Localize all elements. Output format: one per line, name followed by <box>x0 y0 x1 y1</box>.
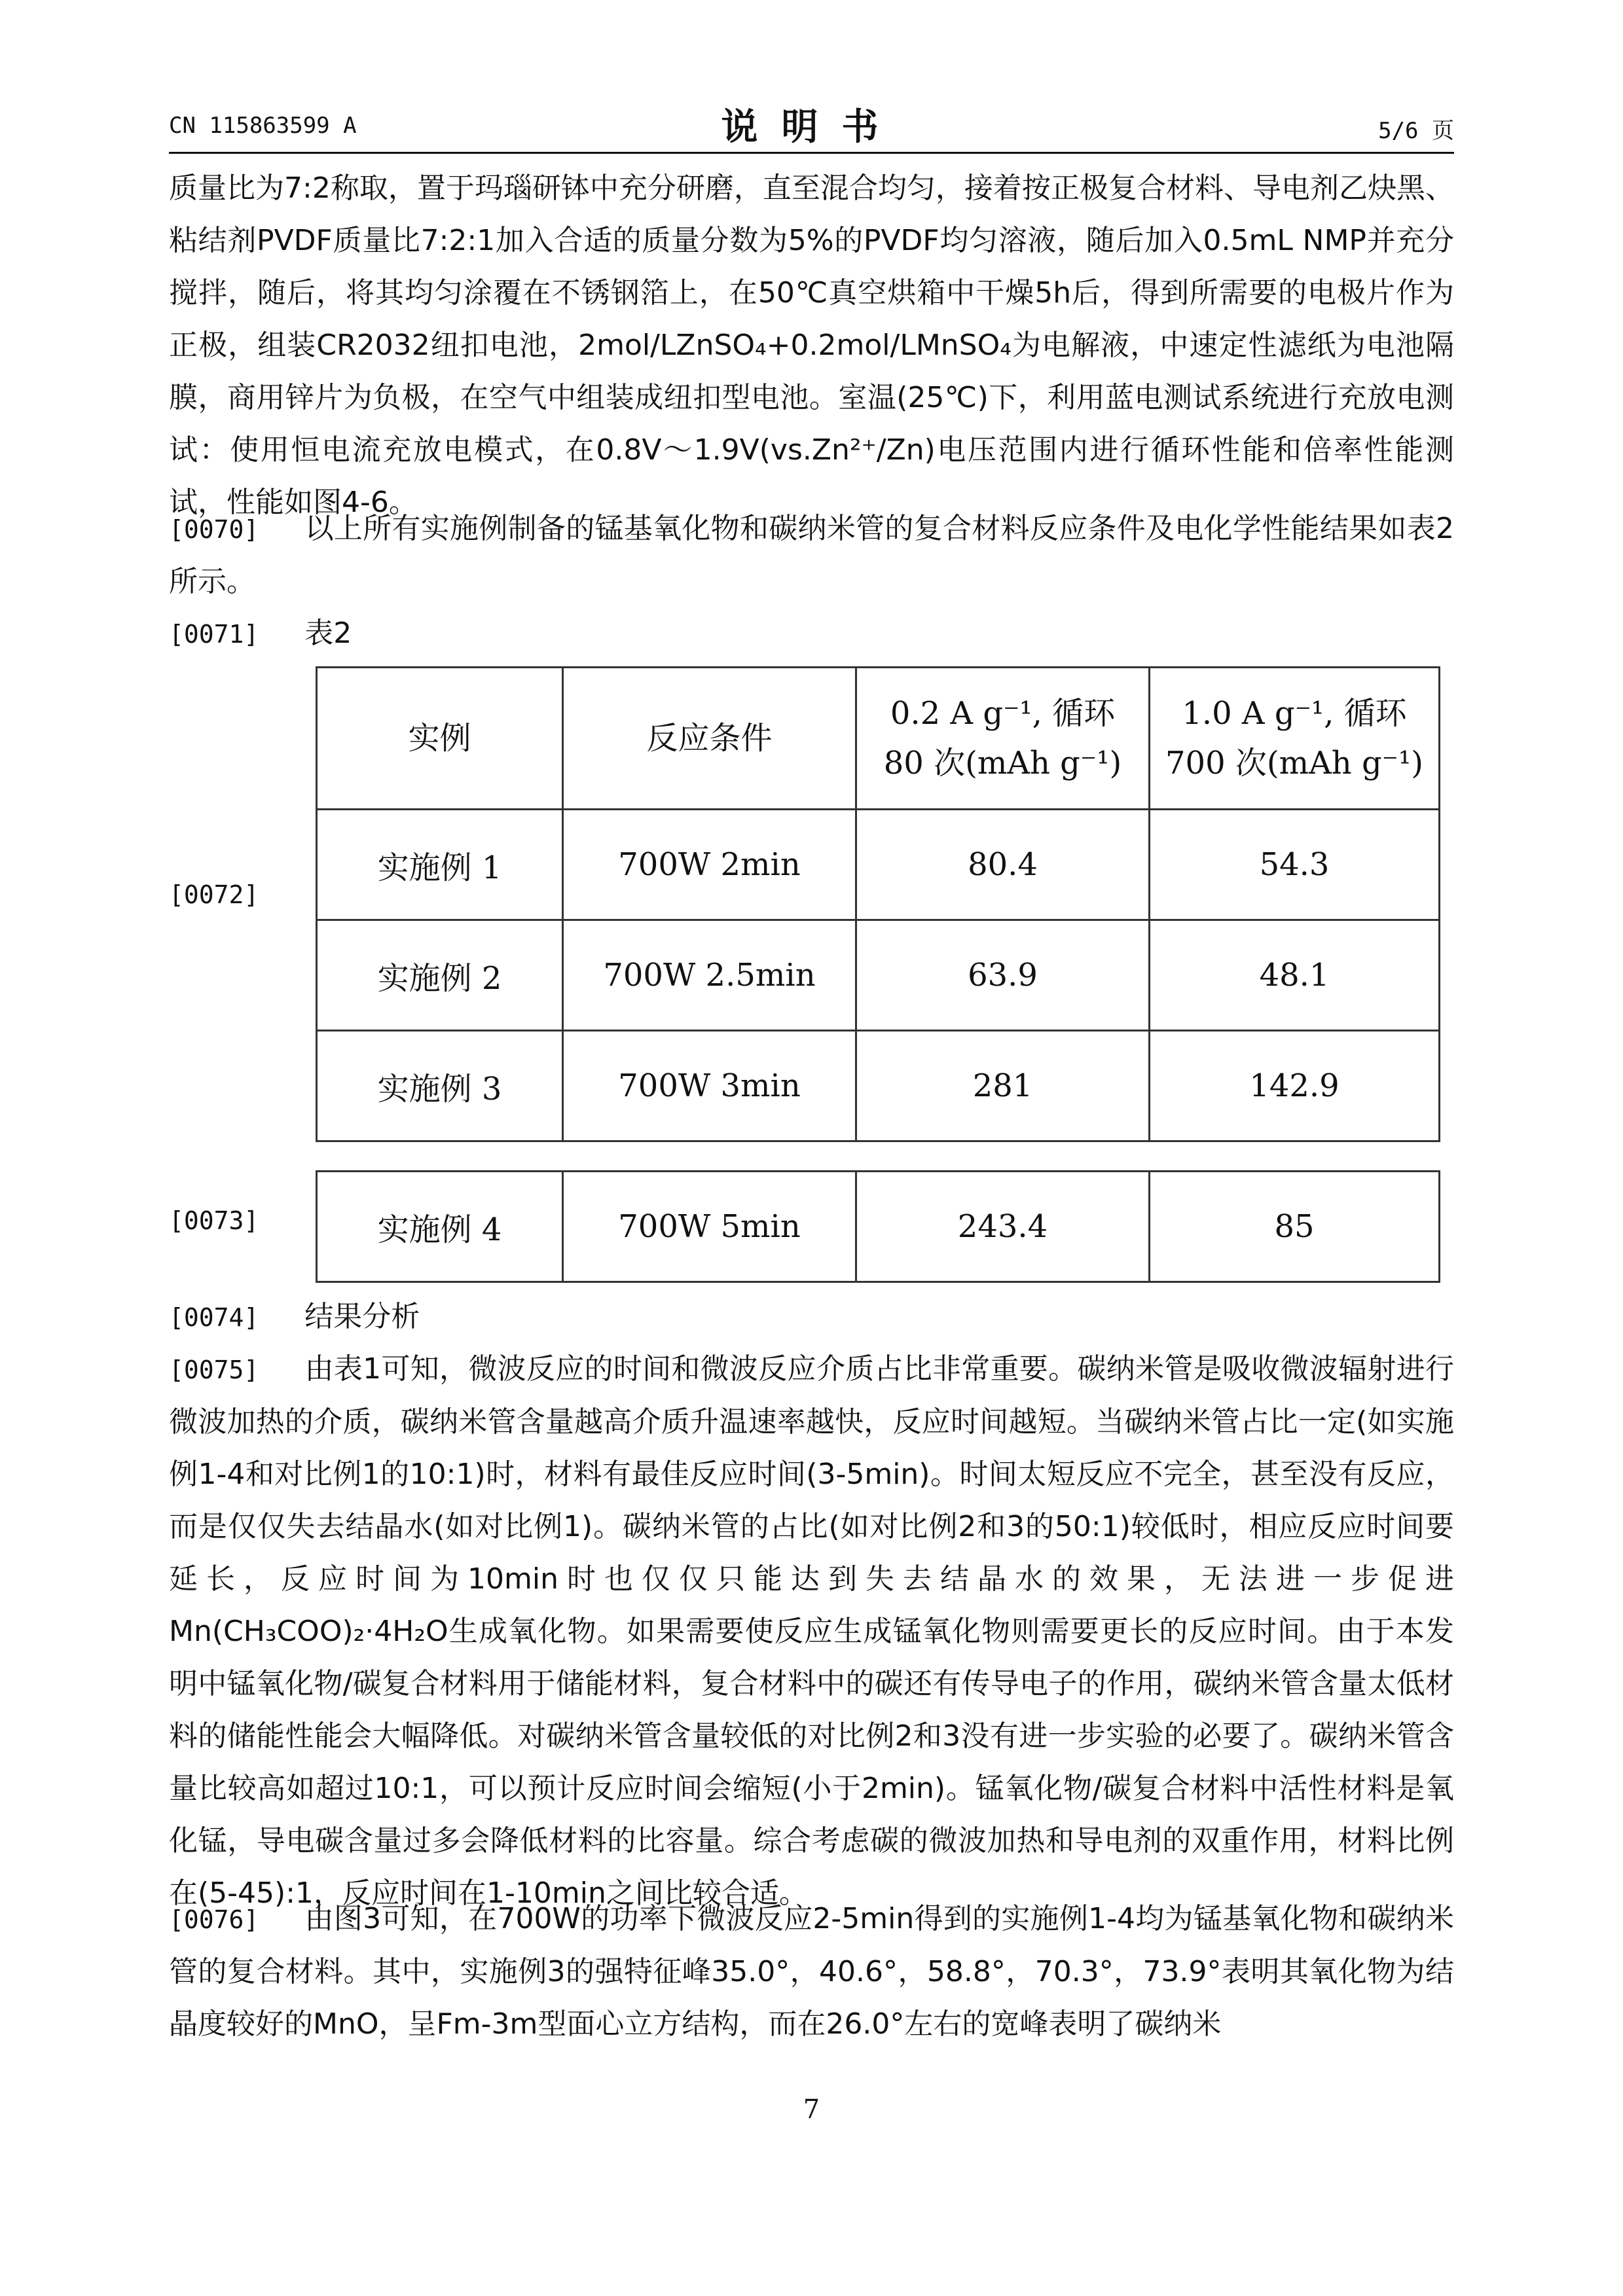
header-condition: 反应条件 <box>563 668 856 810</box>
header-capacity-10-line2: 700 次(mAh g⁻¹) <box>1165 745 1423 781</box>
paragraph-number: [0071] <box>169 620 259 649</box>
page-number: 7 <box>803 2094 820 2125</box>
table-header-row <box>317 668 1440 810</box>
paragraph-text: 由表1可知，微波反应的时间和微波反应介质占比非常重要。碳纳米管是吸收微波辐射进行微波加热的介质，碳纳米管含量越高介质升温速率越快，反应时间越短。当碳纳米管占比一定(如实施例1-4和对比例1的10:1)时，材料有最佳反应时间(3-5min)。时间太短反应不完全，甚至没有反应，而是仅仅失去结晶水(如对比例1)。碳纳米管的占比(如对比例2和3的50:1)较低时，相应反应时间要延长，反应时间为10min时也仅仅只能达到失去结晶水的效果，无法进一步促进Mn(CH₃COO)₂·4H₂O生成氧化物。如果需要使反应生成锰氧化物则需要更长的反应时间。由于本发明中锰氧化物/碳复合材料用于储能材料，复合材料中的碳还有传导电子的作用，碳纳米管含量太低材料的储能性能会大幅降低。对碳纳米管含量较低的对比例2和3没有进一步实验的必要了。碳纳米管含量比较高如超过10:1，可以预计反应时间会缩短(小于2min)。锰氧化物/碳复合材料中活性材料是氧化锰，导电碳含量过多会降低材料的比容量。综合考虑碳的微波加热和导电剂的双重作用，材料比例在(5-45):1，反应时间在1-10min之间比较合适。 <box>169 1352 1454 1910</box>
page-header <box>169 98 1454 151</box>
cell-condition: 700W 3min <box>563 1031 856 1141</box>
cell-capacity-10: 142.9 <box>1150 1031 1440 1141</box>
paragraph-number: [0074] <box>169 1303 259 1332</box>
paragraph-text: 由图3可知，在700W的功率下微波反应2-5min得到的实施例1-4均为锰基氧化物和碳纳米管的复合材料。其中，实施例3的强特征峰35.0°，40.6°，58.8°，70.3°，73.9°表明其氧化物为结晶度较好的MnO，呈Fm-3m型面心立方结构，而在26.0°左右的宽峰表明了碳纳米 <box>169 1902 1454 2041</box>
cell-condition: 700W 2min <box>563 810 856 920</box>
paragraph-text: 以上所有实施例制备的锰基氧化物和碳纳米管的复合材料反应条件及电化学性能结果如表2所示。 <box>169 512 1454 598</box>
header-capacity-10 <box>1150 668 1440 810</box>
table-row <box>317 920 1440 1031</box>
cell-capacity-10: 54.3 <box>1150 810 1440 920</box>
results-table <box>316 666 1440 1142</box>
section-heading: 结果分析 <box>304 1300 420 1333</box>
cell-example: 实施例 3 <box>317 1031 563 1141</box>
results-table-continued <box>316 1170 1440 1283</box>
header-divider <box>169 152 1454 154</box>
cell-capacity-02: 63.9 <box>856 920 1150 1031</box>
paragraph-0070 <box>169 503 1454 608</box>
cell-example: 实施例 4 <box>317 1172 563 1282</box>
paragraph-0071 <box>169 607 1454 660</box>
patent-number: CN 115863599 A <box>169 113 357 139</box>
cell-capacity-02: 80.4 <box>856 810 1150 920</box>
header-example: 实例 <box>317 668 563 810</box>
cell-capacity-10: 85 <box>1150 1172 1440 1282</box>
paragraph-number-0072: [0072] <box>169 880 259 909</box>
paragraph-0074 <box>169 1291 1454 1344</box>
table-row <box>317 1031 1440 1141</box>
header-capacity-02-line1: 0.2 A g⁻¹, 循环 <box>890 695 1116 732</box>
header-capacity-02-line2: 80 次(mAh g⁻¹) <box>883 745 1122 781</box>
cell-capacity-02: 243.4 <box>856 1172 1150 1282</box>
header-capacity-02 <box>856 668 1150 810</box>
cell-capacity-02: 281 <box>856 1031 1150 1141</box>
document-title: 说明书 <box>721 106 902 149</box>
paragraph-number: [0070] <box>169 515 259 544</box>
paragraph-number-0073: [0073] <box>169 1206 259 1235</box>
cell-example: 实施例 1 <box>317 810 563 920</box>
table-caption: 表2 <box>304 617 352 650</box>
cell-capacity-10: 48.1 <box>1150 920 1440 1031</box>
header-capacity-10-line1: 1.0 A g⁻¹, 循环 <box>1182 695 1407 732</box>
cell-example: 实施例 2 <box>317 920 563 1031</box>
cell-condition: 700W 5min <box>563 1172 856 1282</box>
page-indicator: 5/6 页 <box>1378 118 1454 144</box>
paragraph-0076 <box>169 1893 1454 2051</box>
paragraph-number: [0076] <box>169 1905 259 1934</box>
table-row <box>317 1172 1440 1282</box>
cell-condition: 700W 2.5min <box>563 920 856 1031</box>
intro-paragraph: 质量比为7:2称取，置于玛瑙研钵中充分研磨，直至混合均匀，接着按正极复合材料、导电剂乙炔黑、粘结剂PVDF质量比7:2:1加入合适的质量分数为5%的PVDF均匀溶液，随后加入0.5mL NMP并充分搅拌，随后，将其均匀涂覆在不锈钢箔上，在50℃真空烘箱中干燥5h后，得到所需要的电极片作为正极，组装CR2032纽扣电池，2mol/LZnSO₄+0.2mol/LMnSO₄为电解液，中速定性滤纸为电池隔膜，商用锌片为负极，在空气中组装成纽扣型电池。室温(25℃)下，利用蓝电测试系统进行充放电测试：使用恒电流充放电模式，在0.8V～1.9V(vs.Zn²⁺/Zn)电压范围内进行循环性能和倍率性能测试，性能如图4-6。 <box>169 171 1454 519</box>
paragraph-0075 <box>169 1343 1454 1920</box>
table-row <box>317 810 1440 920</box>
paragraph-number: [0075] <box>169 1355 259 1384</box>
